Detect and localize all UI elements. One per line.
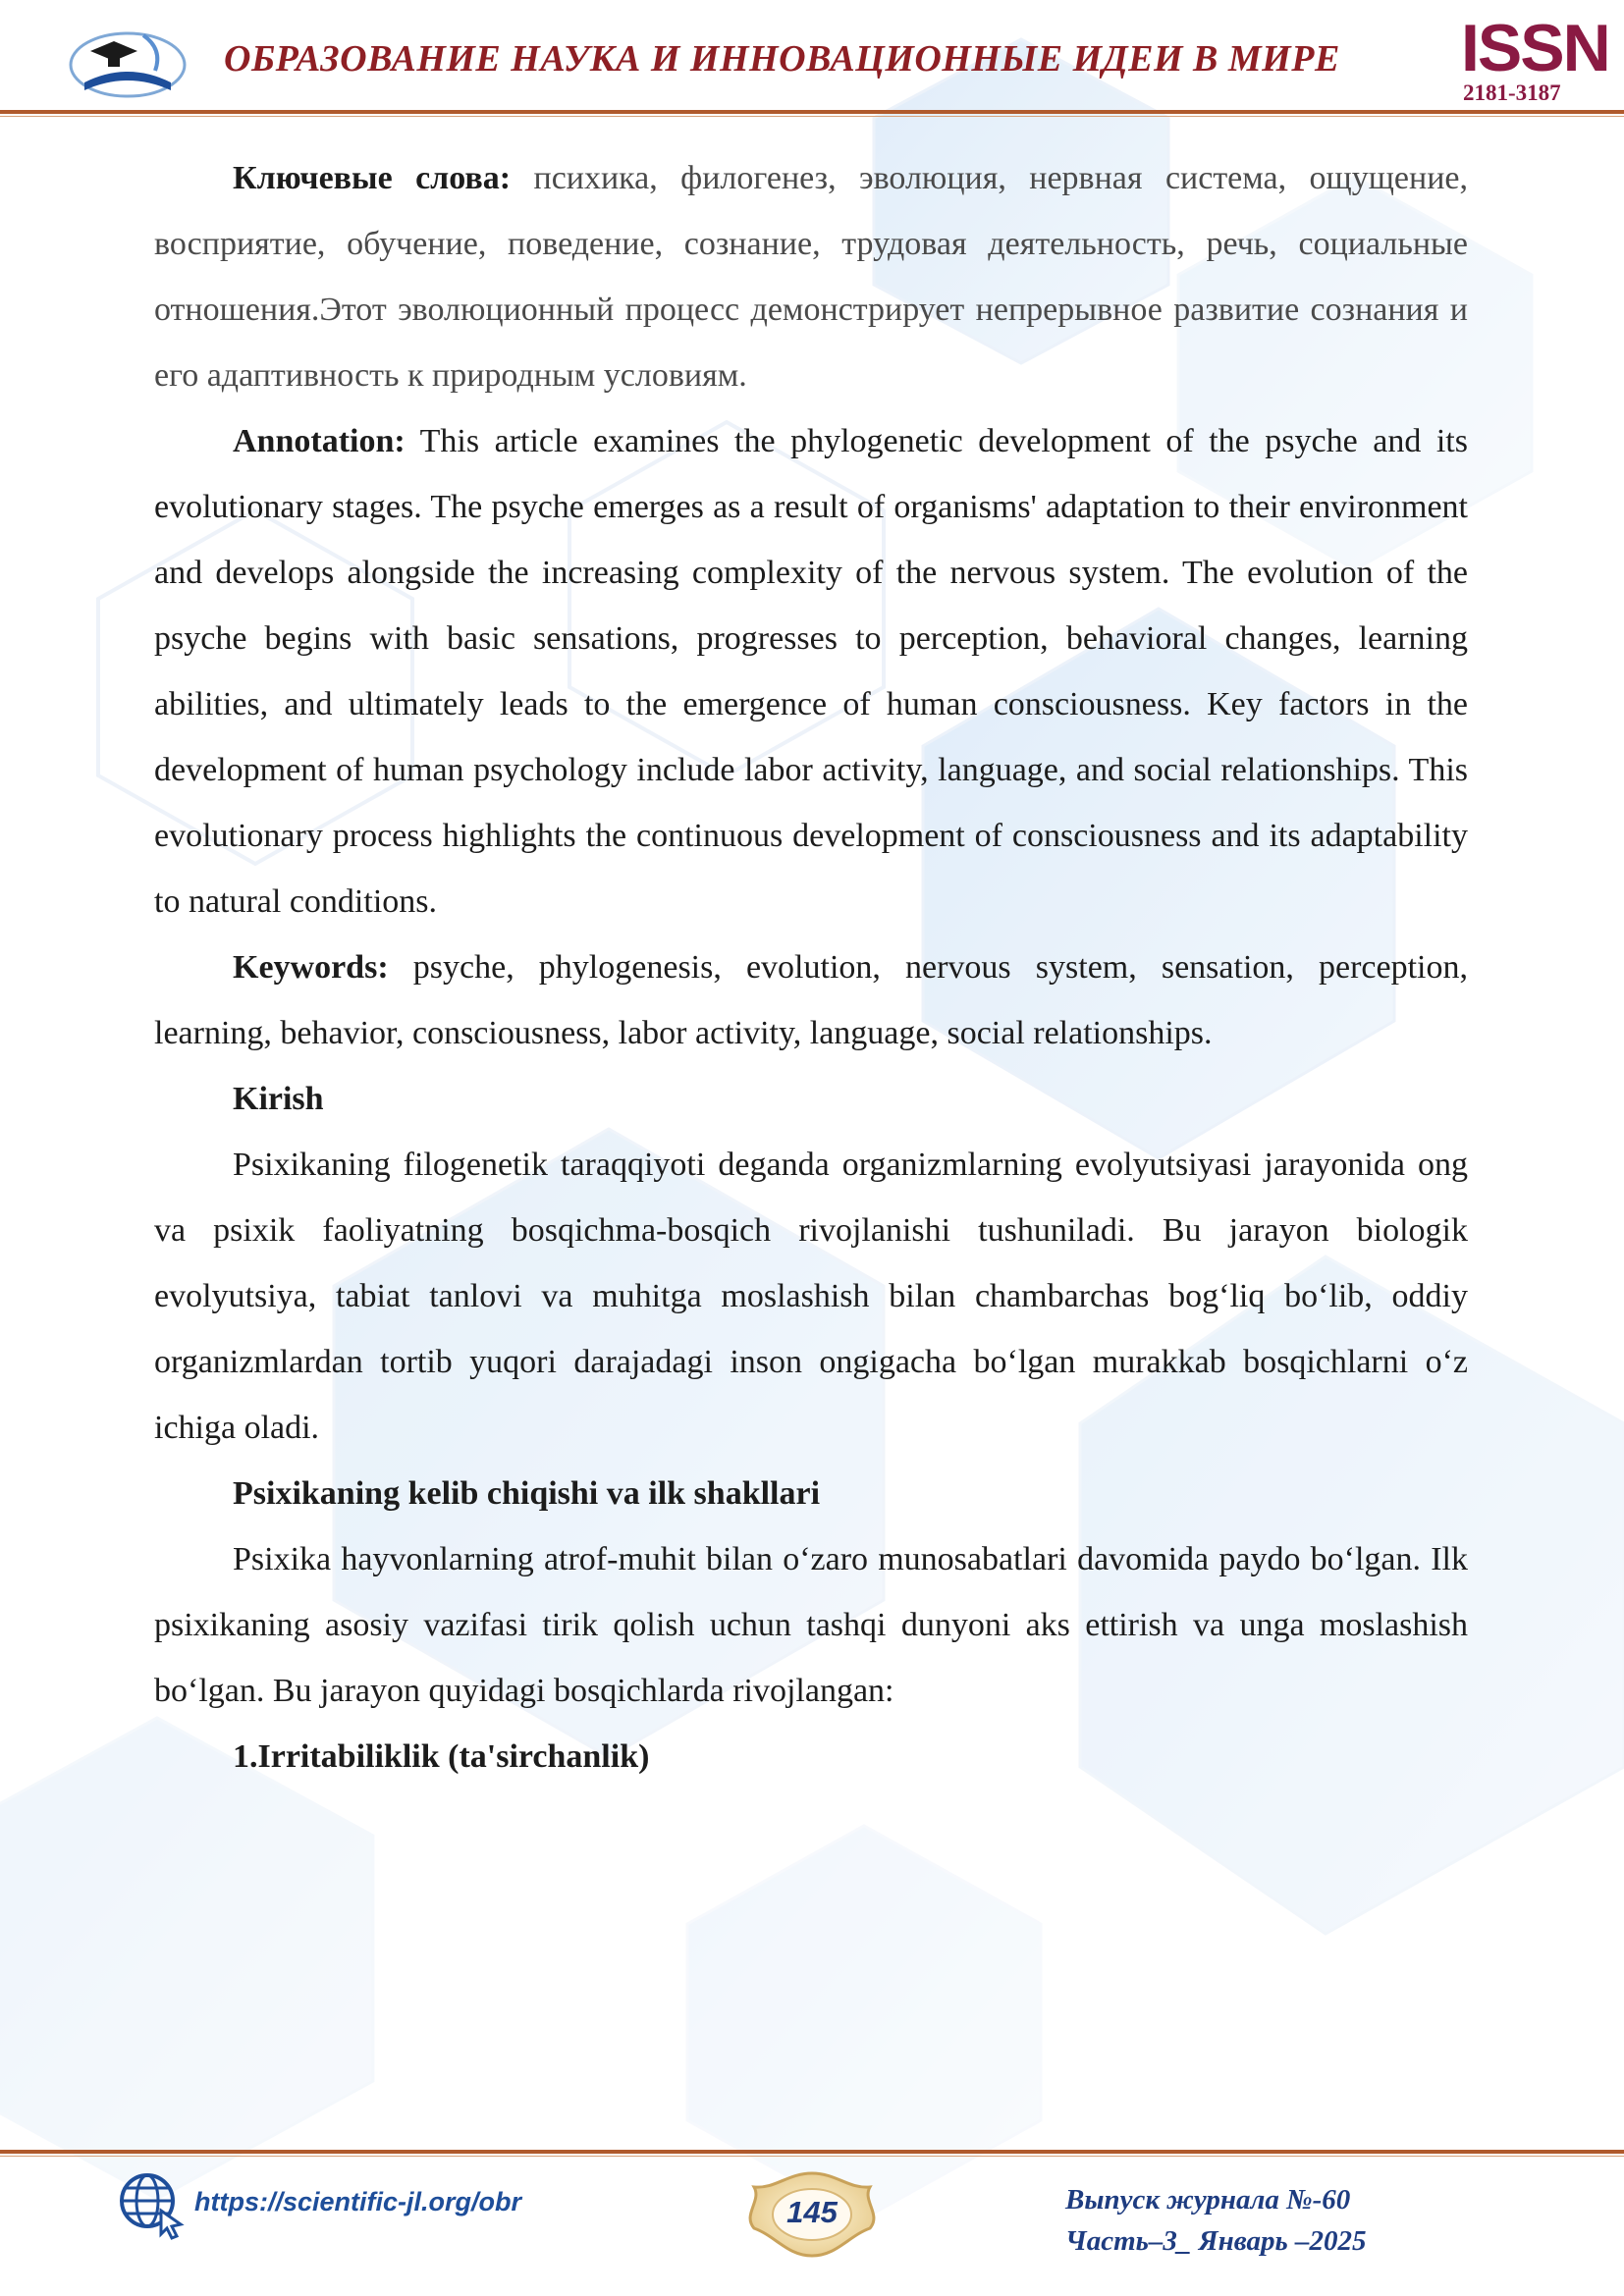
- kirish-paragraph: Psixikaning filogenetik taraqqiyoti deganda organizmlarning evolyutsiyasi jarayonida ong va psixik faoliyatning bosqichma-bosqich rivojlanishi tushuniladi. Bu jarayon biologik evolyutsiya, tabiat tanlovi va muhitga moslashish bilan chambarchas bog‘liq bo‘lib, oddiy organizmlardan tortib yuqori darajadagi inson ongigacha bo‘lgan murakkab bosqichlarni o‘z ichiga oladi.: [154, 1147, 1468, 1446]
- ru-keywords-text: психика, филогенез, эволюция, нервная система, ощущение, восприятие, обучение, поведение, сознание, трудовая деятельность, речь, социальные отношения.Этот эволюционный процесс демонстрирует непрерывное развитие сознания и его адаптивность к природным условиям.: [154, 160, 1468, 394]
- annotation-label: Annotation:: [233, 423, 406, 459]
- header-rule-thin: [0, 116, 1624, 117]
- en-keywords-paragraph: [154, 934, 1468, 1066]
- en-keywords-text: psyche, phylogenesis, evolution, nervous system, sensation, perception, learning, behavior, consciousness, labor activity, language, social relationships.: [154, 949, 1468, 1051]
- header-rule: [0, 110, 1624, 114]
- issue-part-date: Часть–3_ Январь –2025: [1065, 2225, 1367, 2257]
- globe-cursor-icon: [116, 2169, 187, 2240]
- footer-rule-thin: [0, 2156, 1624, 2157]
- section-heading-origin: Psixikaning kelib chiqishi va ilk shakllari: [233, 1475, 821, 1512]
- annotation-text: This article examines the phylogenetic development of the psyche and its evolutionary stages. The psyche emerges as a result of organisms' adaptation to their environment and develops alongside the increasing complexity of the nervous system. The evolution of the psyche begins with basic sensations, progresses to perception, behavioral changes, learning abilities, and ultimately leads to the emergence of human consciousness. Key factors in the development of human psychology include labor activity, language, and social relationships. This evolutionary process highlights the continuous development of consciousness and its adaptability to natural conditions.: [154, 423, 1468, 920]
- issn-number: 2181-3187: [1463, 80, 1561, 105]
- origin-paragraph: Psixika hayvonlarning atrof-muhit bilan o‘zaro munosabatlari davomida paydo bo‘lgan. Ilk psixikaning asosiy vazifasi tirik qolish uchun tashqi dunyoni aks ettirish va unga moslashish bo‘lgan. Bu jarayon quyidagi bosqichlarda rivojlangan:: [154, 1541, 1468, 1709]
- section-heading-kirish: Kirish: [233, 1081, 324, 1117]
- ru-keywords-paragraph: [154, 145, 1468, 408]
- journal-logo-icon: [61, 22, 189, 100]
- section-heading-stage1: 1.Irritabiliklik (ta'sirchanlik): [233, 1738, 650, 1775]
- page-number: 145: [786, 2195, 838, 2229]
- article-body: [154, 145, 1468, 1789]
- journal-title: ОБРАЗОВАНИЕ НАУКА И ИННОВАЦИОННЫЕ ИДЕИ В МИРЕ: [224, 38, 1340, 80]
- ru-keywords-label: Ключевые слова:: [233, 160, 512, 196]
- journal-url-link[interactable]: https://scientific-jl.org/obr: [194, 2187, 522, 2216]
- issue-info: [1065, 2179, 1458, 2262]
- annotation-paragraph: [154, 408, 1468, 934]
- issue-number: Выпуск журнала №-60: [1065, 2184, 1351, 2216]
- en-keywords-label: Keywords:: [233, 949, 389, 986]
- footer-rule: [0, 2150, 1624, 2154]
- issn-logo: ISSN: [1461, 11, 1609, 85]
